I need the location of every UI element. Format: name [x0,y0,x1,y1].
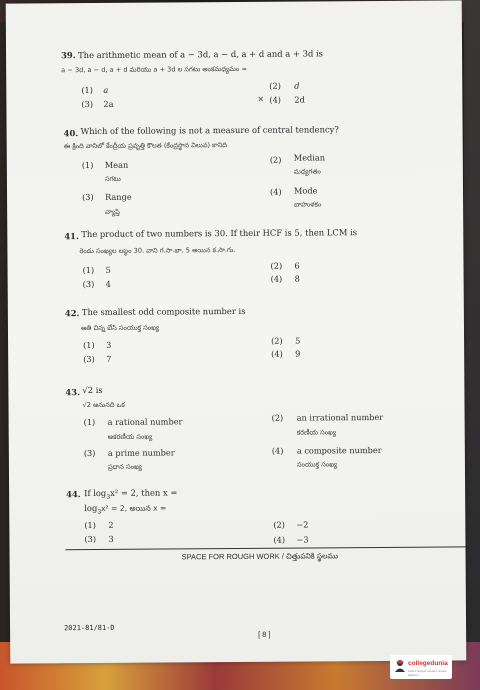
option-4-te: బాహుళకం [294,200,322,209]
question-text-en: Which of the following is not a measure of central tendency? [80,124,339,137]
option-number: (4) [269,186,282,197]
option-number: (2) [270,260,283,271]
option-number: (1) [83,416,96,428]
question-text-te: $\log_3x^2 = 2$, అయిన x = [84,502,167,516]
option-number: (1) [83,339,95,351]
option-number: (2) [271,412,284,423]
option-1: 3 [106,339,112,350]
option-2: Median [293,152,326,163]
question-text-te: ఈ క్రింది వానిలో కేంద్రీయ ప్రవృత్తి కొలత (కేంద్రస్థాన విలువ) కానిది [63,141,228,151]
paper-code: 2021-81/81-D [64,623,115,633]
option-4: Mode [293,185,318,196]
question-number: 43. [65,387,81,398]
option-number: (1) [81,159,94,171]
option-number: (3) [84,533,97,545]
option-3: a prime number [107,447,175,458]
tick-mark-icon: ✕ [257,94,265,104]
option-1: a rational number [107,416,183,427]
rough-work-label: SPACE FOR ROUGH WORK / చిత్తుపనికి స్థలము [181,551,338,562]
option-number: (4) [271,348,283,359]
option-number: (2) [269,80,281,91]
option-number: (1) [82,264,95,276]
question-number: 41. [64,231,79,242]
option-1-te: సగటు [104,174,121,183]
page-number: [ 8 ] [258,629,271,639]
collegedunia-logo [390,655,452,679]
option-4: 9 [295,348,301,359]
option-1: 5 [105,264,111,275]
option-3: 3 [108,533,114,544]
question-number: 44. [66,489,81,500]
option-4: 2d [294,94,305,105]
question-number: 40. [63,128,79,139]
question-text-en: The arithmetic mean of a − 3d, a − d, a + d and a + 3d is [78,48,323,61]
option-number: (1) [81,84,93,96]
option-number: (4) [271,445,284,456]
option-3: 7 [106,353,112,364]
option-3: Range [105,191,132,202]
option-4: a composite number [296,444,382,456]
option-2-te: మధ్యగతం [293,167,321,176]
option-2: −2 [296,519,309,530]
question-text-te: రెండు సంఖ్యల లబ్ధం 30. వాని గ.సా.భా. 5 అయిన క.సా.గు. [79,246,236,256]
exam-paper-page [6,0,467,663]
option-3-te: ప్రధాన సంఖ్య [107,462,142,471]
option-number: (3) [83,353,95,365]
option-4: 8 [294,273,300,284]
option-3: 4 [105,278,111,289]
question-number: 42. [64,308,80,319]
question-number: 39. [61,50,76,61]
option-number: (4) [269,94,282,105]
option-number: (1) [84,519,96,531]
option-number: (3) [82,191,94,203]
option-number: (2) [273,519,285,530]
question-text-en: The smallest odd composite number is [81,305,246,318]
option-number: (3) [83,447,96,459]
option-1-te: అకరణీయ సంఖ్య [107,432,153,441]
option-number: (4) [273,534,286,545]
background-right [464,0,480,690]
option-4-te: సంయుక్త సంఖ్య [296,460,338,469]
option-2: 6 [294,260,300,271]
question-text-te: a − 3d, a − d, a + d మరియు a + 3d ల సగటు అంకమధ్యమం = [61,64,248,75]
option-number: (2) [269,154,282,165]
option-2: d [294,80,300,91]
option-number: (3) [81,98,94,110]
option-1: Mean [104,159,129,170]
question-text-en: If $\log_3x^2 = 2$, then x = [84,487,178,501]
question-text-te: √2 అనునది ఒక [82,400,125,410]
option-3-te: వ్యాప్తి [105,207,120,216]
option-1: a [103,84,109,95]
logo-text: collegedunia [408,660,448,667]
option-2-te: కరణీయ సంఖ్య [296,428,337,437]
question-text-en: √2 is [82,384,103,396]
question-text-en: The product of two numbers is 30. If their HCF is 5, then LCM is [81,227,358,240]
option-number: (2) [271,335,283,346]
option-number: (3) [82,278,95,290]
option-2: an irrational number [296,411,384,423]
logo-tagline: india's largest student review platform [408,669,447,677]
graduation-cap-icon [394,659,406,673]
option-3: 2a [103,98,114,109]
option-number: (4) [270,273,283,284]
question-text-te: అతి చిన్న బేసి సంయుక్త సంఖ్య [80,323,160,333]
divider-line [66,546,466,550]
option-1: 2 [108,519,114,530]
option-4: −3 [296,534,309,545]
option-2: 5 [295,335,301,346]
